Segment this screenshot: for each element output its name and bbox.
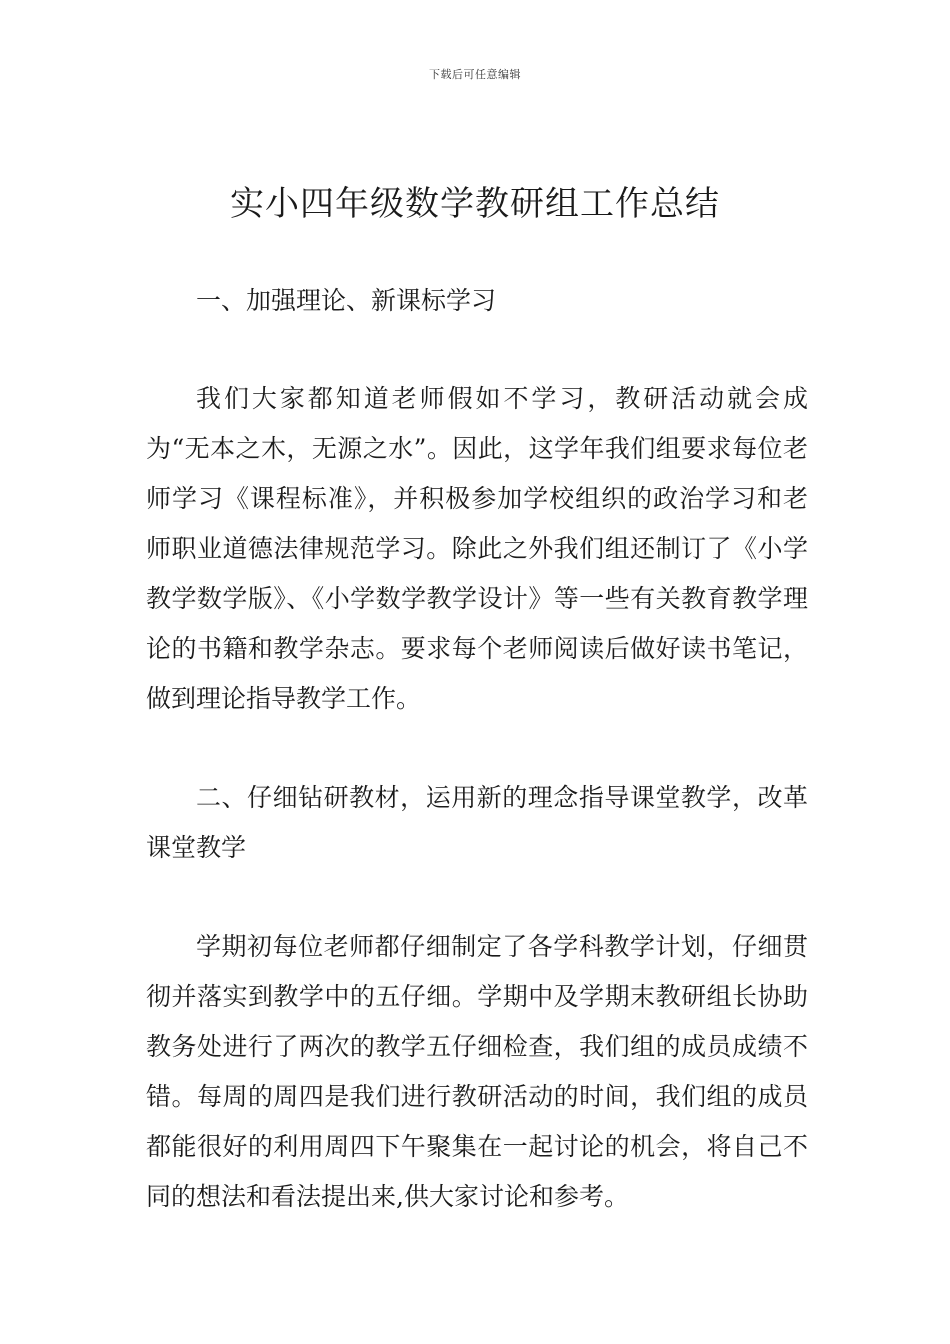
document-title: 实小四年级数学教研组工作总结 bbox=[230, 184, 720, 224]
section-heading-2: 二、仔细钻研教材，运用新的理念指导课堂教学，改革课堂教学 bbox=[146, 783, 808, 862]
section-paragraph-2: 学期初每位老师都仔细制定了各学科教学计划，仔细贯彻并落实到教学中的五仔细。学期中及学期末教研组长协助教务处进行了两次的教学五仔细检查，我们组的成员成绩不错。每周的周四是我们进行教研活动的时间，我们组的成员都能很好的利用周四下午聚集在一起讨论的机会，将自己不同的想法和看法提出来,供大家讨论和参考。 bbox=[146, 932, 808, 1211]
section-heading-1: 一、加强理论、新课标学习 bbox=[196, 286, 497, 315]
header-note: 下载后可任意编辑 bbox=[429, 68, 521, 81]
section-paragraph-1: 我们大家都知道老师假如不学习，教研活动就会成为“无本之木，无源之水”。因此，这学年我们组要求每位老师学习《课程标准》，并积极参加学校组织的政治学习和老师职业道德法律规范学习。除此之外我们组还制订了《小学教学数学版》、《小学数学教学设计》等一些有关教育教学理论的书籍和教学杂志。要求每个老师阅读后做好读书笔记，做到理论指导教学工作。 bbox=[146, 384, 808, 713]
